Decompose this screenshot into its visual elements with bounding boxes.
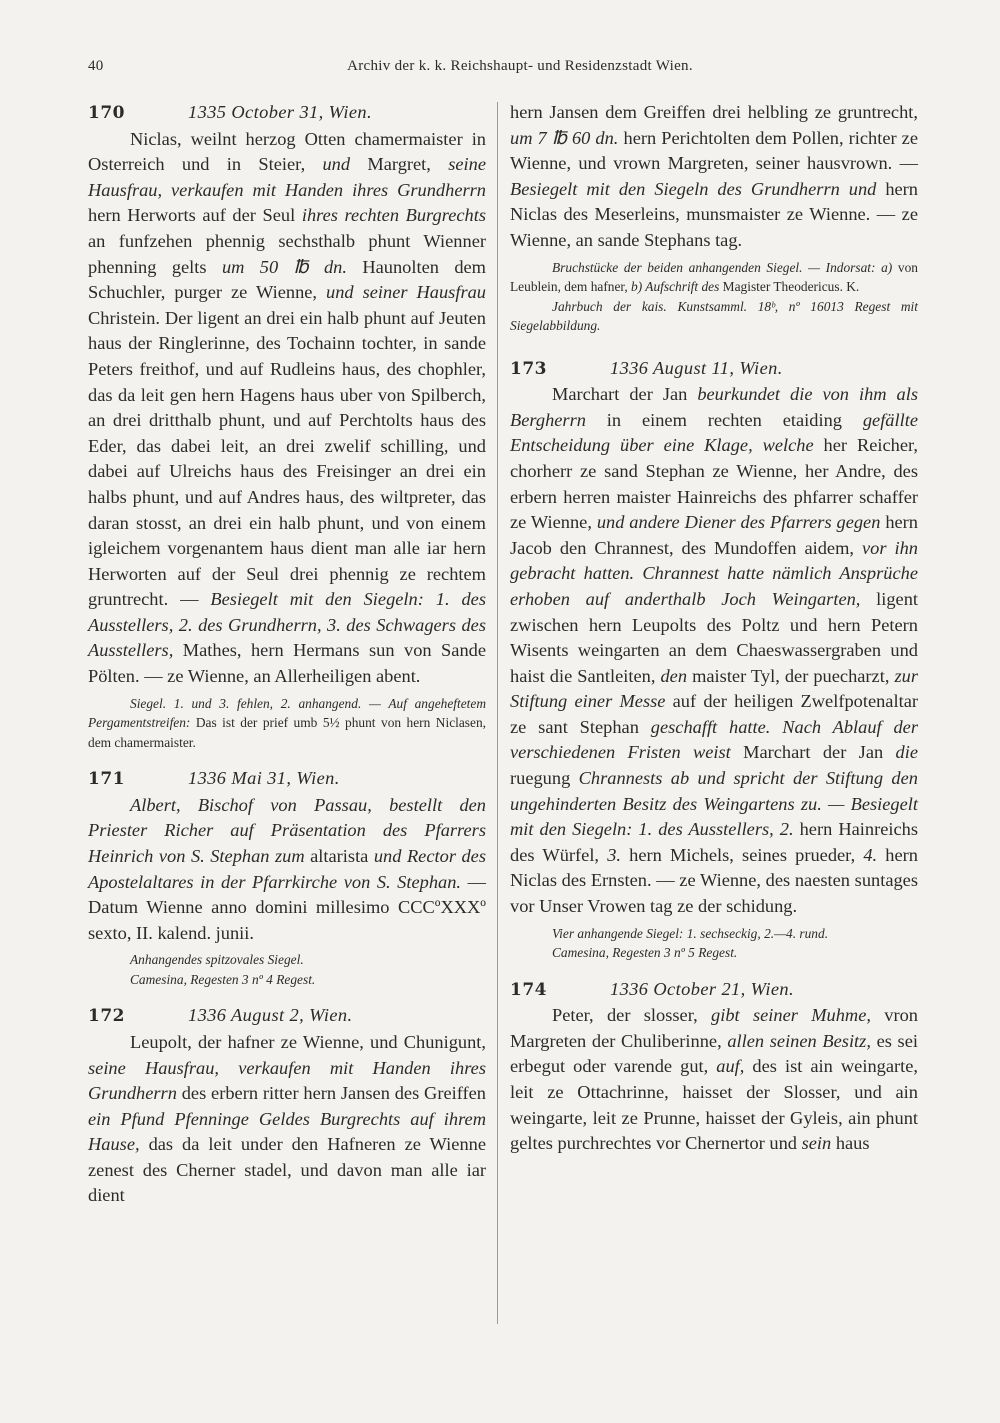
note-paragraph bbox=[510, 258, 918, 297]
text-run: ruegung bbox=[510, 768, 579, 789]
entry-heading bbox=[510, 977, 918, 1004]
entry-number: 172 bbox=[88, 1006, 125, 1027]
italic-run: Bruchstücke der beiden anhangenden Siegel. — Indorsat: a) bbox=[552, 259, 893, 275]
italic-run: geschafft hatte. Nach Ablauf der verschiedenen Fristen weist bbox=[510, 716, 918, 763]
text-run: in einem rechten etaiding bbox=[585, 409, 863, 430]
text-run: Niclas, weilnt herzog Otten chamermaister in Osterreich und in Steier, bbox=[88, 128, 486, 175]
italic-run: Besiegelt mit den Siegeln des Grundherrn und bbox=[510, 178, 877, 199]
entry-continuation bbox=[510, 100, 918, 336]
text-run: Leupolt, der hafner ze Wienne, und Chunigunt, bbox=[130, 1031, 486, 1052]
column-divider bbox=[497, 102, 498, 1324]
italic-run: zur Stiftung einer Messe bbox=[510, 665, 918, 712]
entry bbox=[510, 356, 918, 963]
text-run: auf der heiligen Zwelfpotenaltar ze sant Stephan bbox=[510, 691, 918, 737]
entry-date: 1336 Mai 31, Wien. bbox=[188, 768, 340, 789]
page-number: 40 bbox=[88, 58, 104, 74]
entry-number: 173 bbox=[510, 358, 547, 379]
italic-run: 4. bbox=[863, 844, 878, 865]
entry bbox=[88, 766, 486, 989]
text-run: von Leublein, dem hafner, bbox=[510, 259, 918, 295]
italic-run: sein bbox=[801, 1133, 832, 1154]
entry-heading bbox=[510, 356, 918, 383]
entry bbox=[88, 100, 486, 752]
italic-run: und Rector des Apostelaltares in der Pfarrkirche von S. Stephan. bbox=[88, 845, 486, 892]
text-run: Christein. Der ligent an drei ein halb phunt auf Jeuten haus der Ringlerinne, des Tochainn tochter, in sande Peters freithof, und auf Rudleins haus, des chophler, das da leit gen hern Hagens haus uber von Spilberch, an drei dritthalb phunt, und auf Perchtolts haus des Eder, das dabei leit, an drei zwelif schilling, und dabei auf Ulreichs haus des Freisinger an drei ein halbs phunt, und auf Andres haus, des wiltpreter, das daran stosst, an drei ein halb phunt, und von einem igleichem vorgenantem haus dient man alle iar hern Herworten auf der Seul drei phennig ze rechtem gruntrecht. — bbox=[88, 307, 486, 610]
italic-run: allen seinen Besitz, bbox=[727, 1030, 871, 1051]
text-run: — Datum Wienne anno domini millesimo CCCºXXXº sexto, II. kalend. junii. bbox=[88, 871, 486, 943]
italic-run: Camesina, Regesten 3 nº 4 Regest. bbox=[130, 971, 316, 987]
page-header bbox=[88, 58, 912, 84]
text-run: haus bbox=[831, 1133, 870, 1154]
italic-run: den bbox=[660, 665, 688, 686]
text-run: an funfzehen phennig sechsthalb phunt Wienner phenning gelts bbox=[88, 230, 486, 277]
entry-notes bbox=[510, 258, 918, 336]
entry-number: 171 bbox=[88, 769, 125, 790]
entry-heading bbox=[88, 766, 486, 793]
text-run: Das ist der prief umb 5½ phunt von hern Niclasen, dem chamermaister. bbox=[88, 715, 486, 750]
text-run: hern Niclas des Ernsten. — ze Wienne, des naesten suntages vor Unser Vrowen tag ze der schidung. bbox=[510, 844, 918, 917]
entry-date: 1336 August 2, Wien. bbox=[188, 1005, 353, 1026]
italic-run: gefällte Entscheidung über eine Klage, welche bbox=[510, 409, 918, 456]
italic-run: und bbox=[322, 154, 351, 175]
italic-run: Chrannests ab und spricht der Stiftung den ungehinderten Besitz des Weingartens zu. — Besiegelt mit den Siegeln: 1. des Ausstellers, 2. bbox=[510, 768, 918, 840]
entry-text bbox=[510, 1003, 918, 1157]
text-run: hern Niclas des Meserleins, munsmaister ze Wienne. — ze Wienne, an sande Stephans tag. bbox=[510, 178, 918, 250]
entry-text bbox=[88, 127, 486, 690]
italic-run: ihres rechten Burgrechts bbox=[301, 205, 486, 226]
text-run: Magister Theodericus. K. bbox=[719, 279, 860, 295]
italic-run: um 7 ℔ 60 dn. bbox=[510, 127, 619, 148]
entry-notes bbox=[88, 694, 486, 753]
italic-run: beurkundet die von ihm als Bergherrn bbox=[510, 384, 918, 430]
entry bbox=[510, 977, 918, 1157]
entry-notes bbox=[88, 950, 486, 989]
italic-run: die bbox=[895, 742, 919, 763]
italic-run: 3. bbox=[607, 844, 621, 865]
text-run: hern Herworts auf der Seul bbox=[88, 205, 302, 226]
entry-text bbox=[510, 382, 918, 919]
text-run: hern Michels, seines prueder, bbox=[621, 844, 864, 865]
text-run: Margret, bbox=[350, 154, 449, 175]
note-paragraph bbox=[88, 970, 486, 990]
text-run: das da leit under den Hafneren ze Wienne zenest des Cherner stadel, und davon man alle iar dient bbox=[88, 1134, 486, 1206]
note-paragraph bbox=[510, 943, 918, 963]
italic-run: Jahrbuch der kais. Kunstsamml. 18ᵇ, nº 16013 Regest mit Siegelabbildung. bbox=[510, 298, 918, 334]
entry-text bbox=[88, 793, 486, 947]
entry-heading bbox=[88, 1003, 486, 1030]
entry-date: 1336 October 21, Wien. bbox=[610, 978, 794, 999]
text-run: hern Jacob den Chrannest, des Mundoffen aidem, bbox=[510, 512, 918, 558]
text-run: Mathes, hern Hermans sun von Sande Pölten. — ze Wienne, an Allerheiligen abent. bbox=[88, 640, 486, 687]
entry-number: 170 bbox=[88, 103, 125, 123]
text-run: Peter, der slosser, bbox=[552, 1005, 712, 1026]
note-paragraph bbox=[510, 297, 918, 336]
note-paragraph bbox=[510, 924, 918, 944]
italic-run: Siegel. 1. und 3. fehlen, 2. anhangend. — Auf angeheftetem Pergamentstreifen: bbox=[88, 695, 486, 731]
left-column bbox=[88, 100, 486, 1209]
text-run: es sei erbegut oder varende gut, bbox=[510, 1030, 918, 1077]
entry-date: 1335 October 31, Wien. bbox=[188, 102, 372, 122]
text-run: des erbern ritter hern Jansen des Greiffen bbox=[176, 1083, 486, 1104]
italic-run: Albert, Bischof von Passau, bestellt den Priester Richer auf Präsentation des Pfarrers Heinrich von S. Stephan zum bbox=[88, 794, 486, 866]
text-run: vron Margreten der Chuliberinne, bbox=[510, 1005, 918, 1051]
italic-run: auf, bbox=[716, 1056, 745, 1077]
italic-run: um 50 ℔ dn. bbox=[221, 256, 347, 277]
italic-run: vor ihn gebracht hatten. Chrannest hatte nämlich Ansprüche erhoben auf anderthalb Joch Weingarten, bbox=[510, 537, 918, 609]
italic-run: seine Hausfrau, verkaufen mit Handen ihres Grundherrn bbox=[88, 154, 486, 200]
italic-run: Vier anhangende Siegel: 1. sechseckig, 2.—4. rund. bbox=[552, 925, 829, 941]
text-run: her Reicher, chorherr ze sand Stephan ze Wienne, her Andre, des erbern herren maister Hainreichs des phfarrer schaffer ze Wienne, bbox=[510, 435, 918, 533]
entry-text bbox=[510, 100, 918, 254]
italic-run: Anhangendes spitzovales Siegel. bbox=[130, 952, 304, 968]
text-run: hern Perichtolten dem Pollen, richter ze Wienne, und vrown Margreten, seiner hausvrown. — bbox=[510, 127, 919, 174]
italic-run: gibt seiner Muhme, bbox=[711, 1005, 871, 1026]
text-run: Marchart der Jan bbox=[730, 742, 896, 763]
entry-heading bbox=[88, 100, 486, 127]
italic-run: und seiner Hausfrau bbox=[326, 282, 486, 303]
entry-date: 1336 August 11, Wien. bbox=[610, 357, 783, 378]
italic-run: seine Hausfrau, verkaufen mit Handen ihres Grundherrn bbox=[88, 1057, 486, 1104]
text-run: Marchart der Jan bbox=[552, 384, 698, 405]
entry bbox=[88, 1003, 486, 1209]
entry-number: 174 bbox=[510, 979, 547, 1000]
text-run: Haunolten dem Schuchler, purger ze Wienne, bbox=[88, 256, 486, 303]
entry-notes bbox=[510, 924, 918, 963]
right-column bbox=[510, 100, 918, 1157]
italic-run: b) Aufschrift des bbox=[631, 279, 720, 295]
italic-run: Camesina, Regesten 3 nº 5 Regest. bbox=[552, 945, 738, 961]
entry-text bbox=[88, 1030, 486, 1209]
italic-run: ein Pfund Pfenninge Geldes Burgrechts auf ihrem Hause, bbox=[88, 1108, 486, 1155]
text-run: ligent zwischen hern Leupolts des Poltz und hern Petern Wisents weingarten an dem Chaeswassergraben und haist die Santleiten, bbox=[510, 588, 918, 686]
italic-run: und andere Diener des Pfarrers gegen bbox=[596, 512, 881, 533]
text-run: hern Hainreichs des Würfel, bbox=[510, 819, 918, 865]
text-run: altarista bbox=[304, 845, 374, 866]
note-paragraph bbox=[88, 694, 486, 753]
note-paragraph bbox=[88, 950, 486, 970]
italic-run: Besiegelt mit den Siegeln: 1. des Ausstellers, 2. des Grundherrn, 3. des Schwagers des Ausstellers, bbox=[88, 589, 486, 661]
text-run: maister Tyl, der puecharzt, bbox=[687, 665, 895, 686]
text-run: des ist ain weingarte, leit ze Ottachrinne, haisset der Slosser, und ain weingarte, leit ze Prunne, haisset der Gyleis, ain phunt geltes purchrechtes vor Chernertor und bbox=[510, 1056, 918, 1154]
text-run: hern Jansen dem Greiffen drei helbling ze gruntrecht, bbox=[510, 102, 918, 122]
running-title: Archiv der k. k. Reichshaupt- und Residenzstadt Wien. bbox=[347, 58, 693, 74]
